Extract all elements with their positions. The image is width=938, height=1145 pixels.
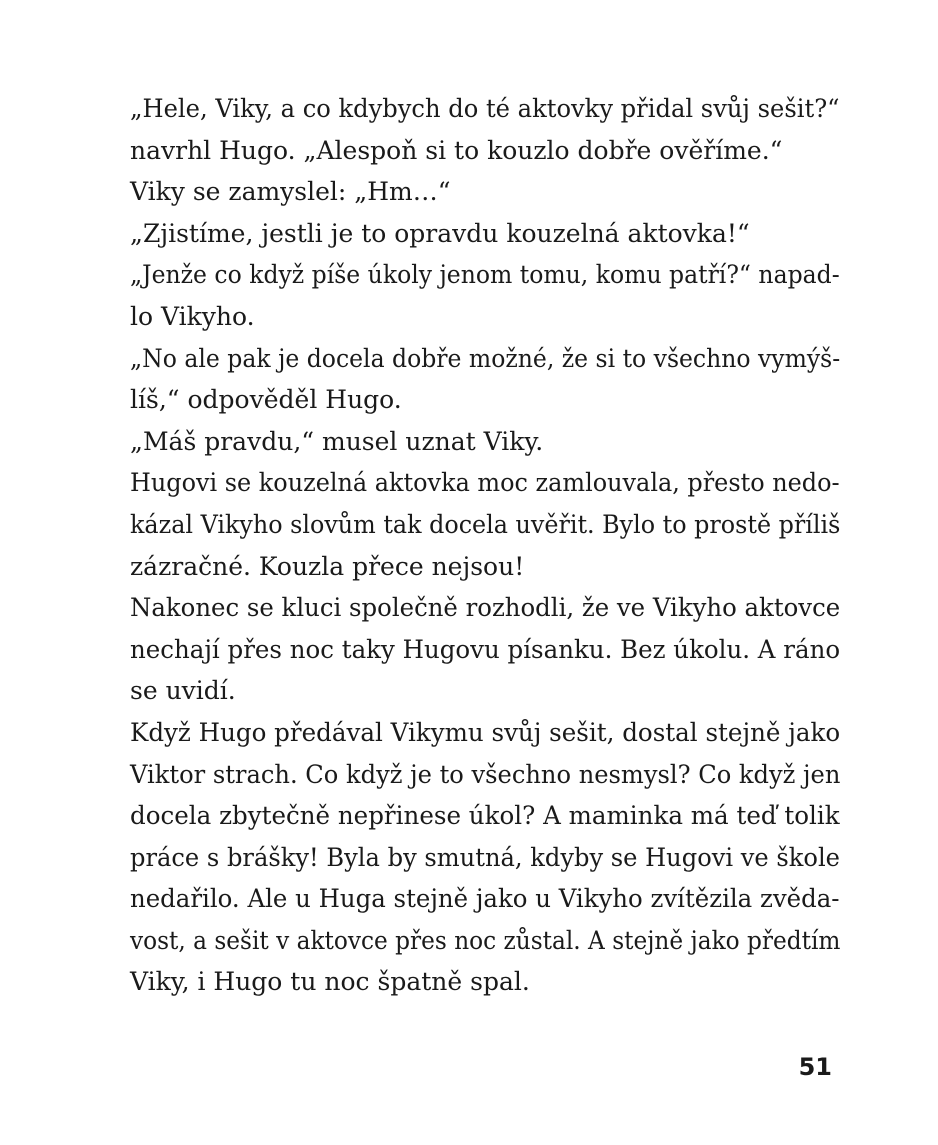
text-line: docela zbytečně nepřinese úkol? A maminka má teď tolik [130, 801, 840, 831]
text-line: nedařilo. Ale u Huga stejně jako u Vikyho zvítězila zvěda- [130, 884, 840, 914]
text-line: „No ale pak je docela dobře možné, že si to všechno vymýš- [130, 343, 841, 373]
text-line: navrhl Hugo. „Alespoň si to kouzlo dobře ověříme.“ [130, 135, 783, 165]
text-line: Viktor strach. Co když je to všechno nesmysl? Co když jen [130, 759, 841, 789]
text-line: „Hele, Viky, a co kdybych do té aktovky přidal svůj sešit?“ [130, 94, 840, 123]
text-line: kázal Vikyho slovům tak docela uvěřit. Bylo to prostě příliš [130, 509, 841, 539]
text-line: lo Vikyho. [130, 301, 255, 331]
text-line: „Zjistíme, jestli je to opravdu kouzelná aktovka!“ [130, 218, 750, 248]
text-line: „Jenže co když píše úkoly jenom tomu, komu patří?“ napad- [130, 260, 840, 290]
text-line: vost, a sešit v aktovce přes noc zůstal. A stejně jako předtím [130, 925, 841, 955]
text-line: Viky, i Hugo tu noc špatně spal. [130, 967, 530, 997]
text-line: „Máš pravdu,“ musel uznat Viky. [130, 426, 544, 456]
text-line: líš,“ odpověděl Hugo. [130, 385, 402, 415]
text-line: zázračné. Kouzla přece nejsou! [130, 551, 525, 581]
text-line: práce s brášky! Byla by smutná, kdyby se Hugovi ve škole [130, 842, 840, 872]
text-line: Když Hugo předával Vikymu svůj sešit, dostal stejně jako [130, 717, 841, 747]
text-line: Viky se zamyslel: „Hm…“ [130, 177, 451, 207]
text-line: se uvidí. [130, 676, 236, 706]
page-number: 51 [798, 1053, 832, 1081]
text-line: Hugovi se kouzelná aktovka moc zamlouvala, přesto nedo- [130, 468, 840, 498]
text-line: nechají přes noc taky Hugovu písanku. Bez úkolu. A ráno [130, 634, 841, 664]
text-line: Nakonec se kluci společně rozhodli, že ve Vikyho aktovce [130, 593, 841, 623]
body-text [130, 88, 840, 1003]
